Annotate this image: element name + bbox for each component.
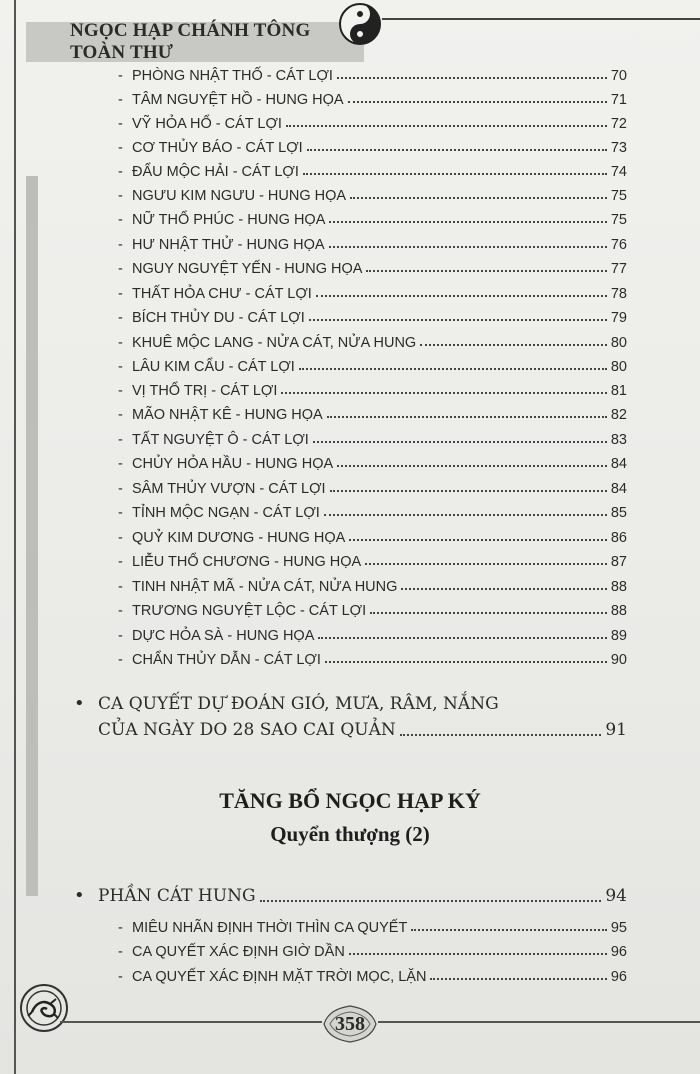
dot-leader (420, 343, 607, 346)
toc-entry-label: TỈNH MỘC NGẠN - CÁT LỢI (132, 505, 320, 521)
bullet-marker: • (74, 885, 85, 906)
toc-main-entry-label: CA QUYẾT DỰ ĐOÁN GIÓ, MƯA, RÂM, NẮNG (98, 694, 499, 714)
dash-marker: - (118, 68, 123, 84)
toc-entry-page: 77 (610, 261, 627, 277)
dash-marker: - (118, 116, 123, 132)
toc-entry-page: 84 (610, 456, 627, 472)
dot-leader (329, 245, 607, 248)
dash-marker: - (118, 432, 123, 448)
dash-marker: - (118, 140, 123, 156)
dash-marker: - (118, 335, 123, 351)
toc-entry-page: 75 (610, 188, 627, 204)
toc-entry-page: 76 (610, 237, 627, 253)
dot-leader (260, 899, 602, 902)
toc-entry[interactable] (118, 156, 627, 180)
dot-leader (366, 269, 606, 272)
toc-entry[interactable] (118, 571, 627, 595)
dot-leader (348, 100, 607, 103)
toc-entry-label: LÂU KIM CẨU - CÁT LỢI (132, 359, 295, 375)
dash-marker: - (118, 188, 123, 204)
toc-entry-page: 88 (610, 603, 627, 619)
section-subtitle: Quyển thượng (2) (270, 822, 430, 846)
dot-leader (299, 367, 607, 370)
toc-entry[interactable] (118, 132, 627, 156)
dot-leader (286, 124, 607, 127)
toc-entry-page: 96 (610, 969, 627, 985)
dash-marker: - (118, 920, 123, 936)
dash-marker: - (118, 212, 123, 228)
dash-marker: - (118, 359, 123, 375)
toc-entry-page: 80 (610, 359, 627, 375)
dot-leader (316, 294, 607, 297)
dot-leader (325, 660, 607, 663)
toc-entry-page: 82 (610, 407, 627, 423)
toc-main-entry[interactable] (74, 878, 627, 906)
toc-entry[interactable] (118, 327, 627, 351)
toc-entry[interactable] (118, 84, 627, 108)
dash-marker: - (118, 554, 123, 570)
toc-entry-page: 84 (610, 481, 627, 497)
toc-entry-label: MÃO NHẬT KÊ - HUNG HỌA (132, 407, 323, 423)
toc-entry[interactable] (118, 180, 627, 204)
dot-leader (337, 464, 607, 467)
toc-entry[interactable] (118, 351, 627, 375)
dot-leader (350, 196, 607, 199)
toc-entry[interactable] (118, 229, 627, 253)
toc-entry[interactable] (118, 546, 627, 570)
dot-leader (349, 952, 607, 955)
toc-entry-page: 80 (610, 335, 627, 351)
toc-entry[interactable] (118, 302, 627, 326)
dash-marker: - (118, 969, 123, 985)
toc-entry-label: NGƯU KIM NGƯU - HUNG HỌA (132, 188, 347, 204)
running-header (26, 22, 364, 62)
toc-entry-label: VỸ HỎA HỔ - CÁT LỢI (132, 116, 282, 132)
dash-marker: - (118, 407, 123, 423)
toc-entry-label: DỰC HỎA SÀ - HUNG HỌA (132, 628, 315, 644)
toc-entry[interactable] (118, 644, 627, 668)
toc-main-entry-page: 91 (605, 720, 627, 740)
toc-entry[interactable] (118, 473, 627, 497)
dash-marker: - (118, 456, 123, 472)
toc-entry-page: 88 (610, 579, 627, 595)
toc-entry-label: CHỦY HỎA HẦU - HUNG HỌA (132, 456, 334, 472)
running-header-title: NGỌC HẠP CHÁNH TÔNG TOÀN THƯ (70, 20, 311, 63)
dash-marker: - (118, 579, 123, 595)
toc-entry-page: 81 (610, 383, 627, 399)
toc-entry[interactable] (118, 253, 627, 277)
header-rule (382, 18, 700, 20)
dot-leader (370, 611, 607, 614)
toc-entry-label: CA QUYẾT XÁC ĐỊNH GIỜ DẦN (132, 944, 345, 960)
toc-entry-page: 96 (610, 944, 627, 960)
yin-yang-icon (336, 0, 384, 48)
dragon-emblem-icon (18, 982, 70, 1034)
dash-marker: - (118, 481, 123, 497)
toc-entry-page: 89 (610, 628, 627, 644)
toc-entry-label: SÂM THỦY VƯỢN - CÁT LỢI (132, 481, 326, 497)
toc-entry-label: TÂM NGUYỆT HỒ - HUNG HỌA (132, 92, 344, 108)
footer-rule-left (60, 1021, 322, 1023)
toc-entry[interactable] (118, 961, 627, 985)
dash-marker: - (118, 164, 123, 180)
dot-leader (411, 928, 607, 931)
page-number: 358 (335, 1012, 365, 1035)
toc-entry-label: TẤT NGUYỆT Ô - CÁT LỢI (132, 432, 309, 448)
toc-main-entry-line2[interactable] (74, 712, 627, 740)
dot-leader (337, 76, 607, 79)
toc-main-entry-label: PHẦN CÁT HUNG (98, 886, 256, 906)
toc-entry[interactable] (118, 204, 627, 228)
toc-entry-page: 79 (610, 310, 627, 326)
dot-leader (329, 220, 606, 223)
dot-leader (400, 733, 602, 736)
toc-entry-page: 72 (610, 116, 627, 132)
section-title: TĂNG BỔ NGỌC HẠP KÝ (219, 788, 481, 813)
page-number-badge (318, 1002, 382, 1046)
toc-entry-label: KHUÊ MỘC LANG - NỬA CÁT, NỬA HUNG (132, 335, 417, 351)
dash-marker: - (118, 261, 123, 277)
toc-entry[interactable] (118, 912, 627, 936)
toc-entry-page: 71 (610, 92, 627, 108)
toc-entry[interactable] (118, 424, 627, 448)
dot-leader (349, 538, 607, 541)
toc-entry[interactable] (118, 399, 627, 423)
toc-entry-label: CƠ THỦY BÁO - CÁT LỢI (132, 140, 303, 156)
toc-entry-label: TINH NHẬT MÃ - NỬA CÁT, NỬA HUNG (132, 579, 398, 595)
toc-entry[interactable] (118, 595, 627, 619)
dot-leader (307, 148, 607, 151)
toc-entry-page: 83 (610, 432, 627, 448)
toc-entry-label: THẤT HỎA CHƯ - CÁT LỢI (132, 286, 312, 302)
toc-entry-page: 73 (610, 140, 627, 156)
dash-marker: - (118, 237, 123, 253)
toc-entry-label: PHÒNG NHẬT THỐ - CÁT LỢI (132, 68, 333, 84)
left-margin-rule (14, 0, 16, 1074)
toc-entry-label: QUỶ KIM DƯƠNG - HUNG HỌA (132, 530, 346, 546)
toc-entry-label: TRƯƠNG NGUYỆT LỘC - CÁT LỢI (132, 603, 367, 619)
dash-marker: - (118, 286, 123, 302)
dash-marker: - (118, 505, 123, 521)
toc-entry-page: 90 (610, 652, 627, 668)
toc-main-entry-line1[interactable] (74, 686, 627, 714)
toc-entry[interactable] (118, 620, 627, 644)
toc-entry-page: 86 (610, 530, 627, 546)
dot-leader (281, 391, 606, 394)
toc-entry[interactable] (118, 375, 627, 399)
dot-leader (430, 977, 606, 980)
toc-entry-label: NGUY NGUYỆT YẾN - HUNG HỌA (132, 261, 363, 277)
toc-entry-page: 74 (610, 164, 627, 180)
toc-entry-label: VỊ THỔ TRỊ - CÁT LỢI (132, 383, 278, 399)
dot-leader (309, 318, 607, 321)
toc-entry[interactable] (118, 60, 627, 84)
dot-leader (330, 489, 607, 492)
dash-marker: - (118, 944, 123, 960)
dot-leader (318, 636, 606, 639)
toc-entry-page: 85 (610, 505, 627, 521)
toc-entry-page: 95 (610, 920, 627, 936)
toc-entry-page: 70 (610, 68, 627, 84)
dot-leader (303, 172, 607, 175)
toc-entry[interactable] (118, 278, 627, 302)
toc-entry[interactable] (118, 448, 627, 472)
toc-entry-page: 75 (610, 212, 627, 228)
toc-entry-page: 78 (610, 286, 627, 302)
toc-entry[interactable] (118, 936, 627, 960)
toc-entry-label: MIÊU NHÃN ĐỊNH THỜI THÌN CA QUYẾT (132, 920, 408, 936)
toc-main-entry-label: CỦA NGÀY DO 28 SAO CAI QUẢN (98, 720, 396, 740)
toc-entry[interactable] (118, 497, 627, 521)
toc-entry[interactable] (118, 522, 627, 546)
toc-entry-page: 87 (610, 554, 627, 570)
toc-entry-label: CA QUYẾT XÁC ĐỊNH MẶT TRỜI MỌC, LẶN (132, 969, 427, 985)
bullet-marker: • (74, 693, 85, 714)
dot-leader (324, 513, 607, 516)
toc-entry-label: NỮ THỔ PHÚC - HUNG HỌA (132, 212, 326, 228)
toc-entry-label: HƯ NHẬT THỬ - HUNG HỌA (132, 237, 325, 253)
dash-marker: - (118, 92, 123, 108)
dot-leader (401, 587, 606, 590)
dash-marker: - (118, 603, 123, 619)
toc-entry[interactable] (118, 108, 627, 132)
toc-entry-label: BÍCH THỦY DU - CÁT LỢI (132, 310, 305, 326)
dash-marker: - (118, 530, 123, 546)
toc-entry-label: CHẨN THỦY DẪN - CÁT LỢI (132, 652, 321, 668)
dash-marker: - (118, 628, 123, 644)
dot-leader (365, 562, 607, 565)
dot-leader (313, 440, 607, 443)
dash-marker: - (118, 383, 123, 399)
dash-marker: - (118, 652, 123, 668)
footer-rule-right (378, 1021, 700, 1023)
dot-leader (327, 415, 607, 418)
toc-entry-label: ĐẨU MỘC HẢI - CÁT LỢI (132, 164, 299, 180)
toc-entry-label: LIỄU THỔ CHƯƠNG - HUNG HỌA (132, 554, 362, 570)
dash-marker: - (118, 310, 123, 326)
toc-main-entry-page: 94 (605, 886, 627, 906)
